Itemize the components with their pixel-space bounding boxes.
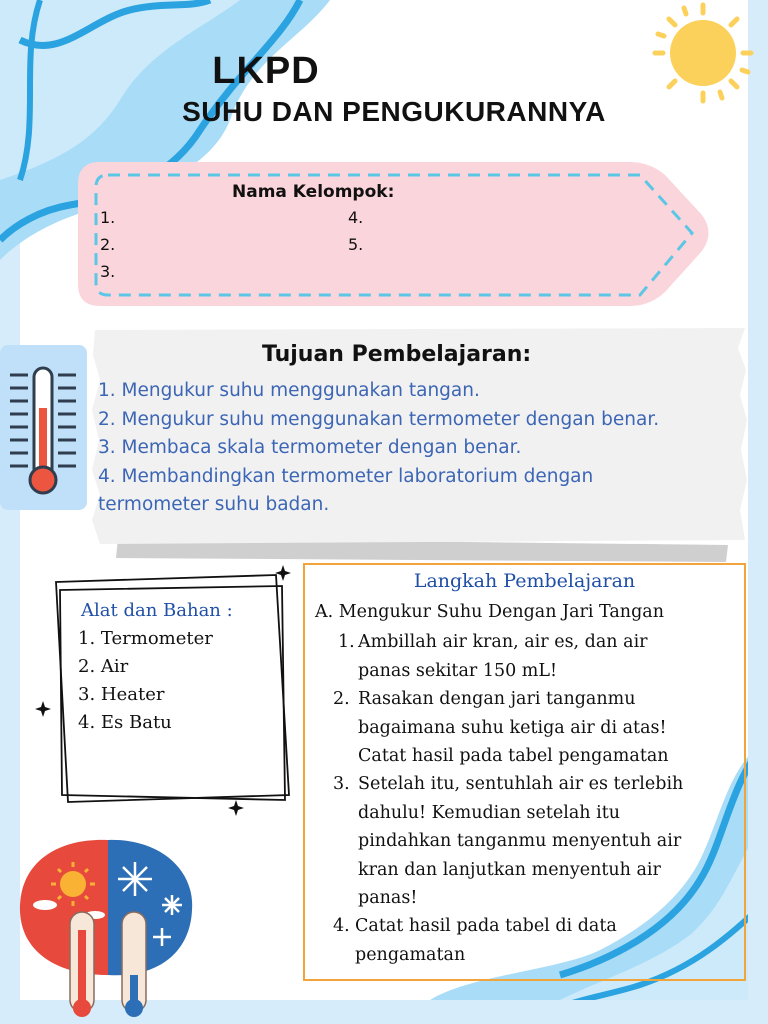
step-line: Setelah itu, sentuhlah air es terlebih [358,774,684,794]
step-line: Catat hasil pada tabel pengamatan [358,746,669,766]
group-member-4: 4. [348,208,364,227]
page-subtitle: SUHU DAN PENGUKURANNYA [182,96,606,127]
step-line: pengamatan [355,944,466,965]
step-line: panas sekitar 150 mL! [358,660,558,681]
step-number: 2. [333,689,350,709]
group-member-3: 3. [100,262,116,281]
step-line: dahulu! Kemudian setelah itu [358,802,621,823]
step-line: bagaimana suhu ketiga air di atas! [358,717,667,738]
group-member-1: 1. [100,208,116,227]
objective-item: termometer suhu badan. [98,494,330,515]
step-line: kran dan lanjutkan menyentuh air [358,859,661,880]
materials-title: Alat dan Bahan : [81,600,233,621]
objective-item: 1. Mengukur suhu menggunakan tangan. [98,380,480,401]
group-member-5: 5. [348,235,364,254]
objectives-title: Tujuan Pembelajaran: [262,342,532,367]
material-item: 2. Air [78,656,129,677]
hot-cold-thermometer-icon [0,0,300,1024]
objective-item: 2. Mengukur suhu menggunakan termometer dengan benar. [98,408,660,430]
step-number: 3. [333,774,350,794]
steps-section-title: A. Mengukur Suhu Dengan Jari Tangan [315,602,664,622]
step-line: Catat hasil pada tabel di data [355,916,617,936]
objective-item: 4. Membandingkan termometer laboratorium dengan [98,465,594,487]
step-line: Ambillah air kran, air es, dan air [358,632,648,652]
step-number: 1. [338,632,355,652]
group-member-2: 2. [100,235,116,254]
step-number: 4. [333,916,350,936]
material-item: 4. Es Batu [78,712,172,733]
group-name-label: Nama Kelompok: [232,182,395,202]
material-item: 1. Termometer [78,628,213,649]
step-line: pindahkan tanganmu menyentuh air [358,831,682,851]
step-line: panas! [358,888,418,908]
step-line: Rasakan dengan jari tanganmu [358,689,636,709]
material-item: 3. Heater [78,684,165,705]
steps-title: Langkah Pembelajaran [413,570,636,592]
page-title: LKPD [212,50,320,92]
steps-box [303,563,746,981]
objective-item: 3. Membaca skala termometer dengan benar. [98,437,522,458]
